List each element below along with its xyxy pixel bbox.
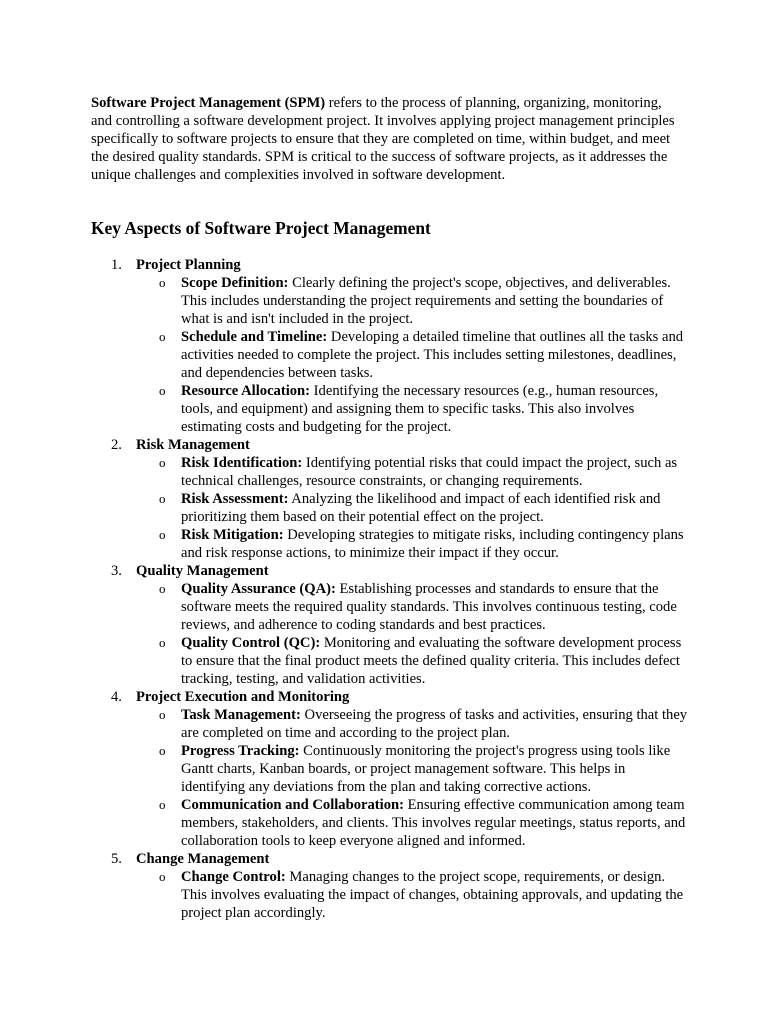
sub-item-text: Identifying potential risks that could impact the project, such as technical challenges, resource constraints, or changing requirements. (181, 455, 678, 489)
sub-item-term: Schedule and Timeline: (181, 329, 328, 345)
sub-item-text: Developing strategies to mitigate risks, including contingency plans and risk response actions, to minimize their impact if they occur. (181, 527, 684, 561)
sub-item-term: Risk Mitigation: (181, 527, 284, 543)
aspect-item (0, 436, 690, 562)
sub-item-term: Resource Allocation: (181, 383, 311, 399)
sub-item-text: Identifying the necessary resources (e.g., human resources, tools, and equipment) and assigning them to specific tasks. This also involves estimating costs and budgeting for the project. (181, 383, 659, 435)
bullet-icon: o (159, 329, 166, 344)
sub-list-item (136, 454, 690, 490)
bullet-icon: o (159, 797, 166, 812)
sub-item-text: Developing a detailed timeline that outlines all the tasks and activities needed to complete the project. This includes setting milestones, deadlines, and dependencies between tasks. (181, 329, 684, 381)
bullet-icon: o (159, 491, 166, 506)
bullet-icon: o (159, 635, 166, 650)
sub-list (136, 454, 690, 562)
aspect-number: 2. (111, 437, 122, 453)
sub-item-term: Scope Definition: (181, 275, 289, 291)
bullet-icon: o (159, 581, 166, 596)
sub-list (136, 706, 690, 850)
aspect-number: 5. (111, 851, 122, 867)
bullet-icon: o (159, 869, 166, 884)
sub-item-text: Ensuring effective communication among team members, stakeholders, and clients. This involves regular meetings, status reports, and collaboration tools to keep everyone aligned and informed. (181, 797, 686, 849)
bullet-icon: o (159, 275, 166, 290)
aspect-item (0, 256, 690, 436)
bullet-icon: o (159, 527, 166, 542)
aspects-list (0, 256, 690, 922)
sub-item-text: Continuously monitoring the project's progress using tools like Gantt charts, Kanban boards, or project management software. This helps in identifying any deviations from the plan and taking corrective actions. (181, 743, 671, 795)
bullet-icon: o (159, 707, 166, 722)
aspect-item (0, 562, 690, 688)
bullet-icon: o (159, 455, 166, 470)
sub-item-term: Change Control: (181, 869, 286, 885)
bullet-icon: o (159, 383, 166, 398)
sub-list-item (136, 382, 690, 436)
sub-item-term: Risk Assessment: (181, 491, 289, 507)
sub-list-item (136, 796, 690, 850)
sub-item-term: Task Management: (181, 707, 301, 723)
section-heading: Key Aspects of Software Project Management (91, 218, 431, 238)
sub-item-term: Quality Control (QC): (181, 635, 321, 651)
sub-list (136, 868, 690, 922)
sub-list-item (136, 328, 690, 382)
sub-item-term: Quality Assurance (QA): (181, 581, 336, 597)
intro-paragraph (91, 94, 681, 184)
sub-list-item (136, 274, 690, 328)
bullet-icon: o (159, 743, 166, 758)
sub-item-text: Overseeing the progress of tasks and activities, ensuring that they are completed on time and according to the project plan. (181, 707, 688, 741)
sub-list-item (136, 742, 690, 796)
aspect-title: Project Planning (136, 257, 241, 273)
sub-list-item (136, 868, 690, 922)
aspect-number: 4. (111, 689, 122, 705)
sub-list (136, 274, 690, 436)
sub-list (136, 580, 690, 688)
sub-item-text: Analyzing the likelihood and impact of each identified risk and prioritizing them based on their potential effect on the project. (181, 491, 661, 525)
sub-list-item (136, 490, 690, 526)
aspect-number: 3. (111, 563, 122, 579)
aspect-title: Project Execution and Monitoring (136, 689, 350, 705)
sub-item-term: Risk Identification: (181, 455, 303, 471)
aspect-title: Change Management (136, 851, 270, 867)
sub-item-text: Managing changes to the project scope, requirements, or design. This involves evaluating the impact of changes, obtaining approvals, and updating the project plan accordingly. (181, 869, 684, 921)
sub-list-item (136, 580, 690, 634)
aspect-item (0, 688, 690, 850)
intro-text: refers to the process of planning, organizing, monitoring, and controlling a software development project. It involves applying project management principles specifically to software projects to ensure that they are completed on time, within budget, and meet the desired quality standards. SPM is critical to the success of software projects, as it addresses the unique challenges and complexities involved in software development. (91, 95, 675, 183)
sub-item-term: Communication and Collaboration: (181, 797, 404, 813)
sub-item-text: Establishing processes and standards to ensure that the software meets the required quality standards. This involves continuous testing, code reviews, and adherence to coding standards and best practices. (181, 581, 677, 633)
sub-list-item (136, 706, 690, 742)
sub-item-text: Monitoring and evaluating the software development process to ensure that the final product meets the defined quality criteria. This includes defect tracking, testing, and validation activities. (181, 635, 682, 687)
aspect-number: 1. (111, 257, 122, 273)
sub-list-item (136, 526, 690, 562)
sub-list-item (136, 634, 690, 688)
aspect-title: Risk Management (136, 437, 250, 453)
sub-item-term: Progress Tracking: (181, 743, 300, 759)
intro-term: Software Project Management (SPM) (91, 95, 326, 111)
aspect-item (0, 850, 690, 922)
aspect-title: Quality Management (136, 563, 269, 579)
sub-item-text: Clearly defining the project's scope, objectives, and deliverables. This includes understanding the project requirements and setting the boundaries of what is and isn't included in the project. (181, 275, 671, 327)
